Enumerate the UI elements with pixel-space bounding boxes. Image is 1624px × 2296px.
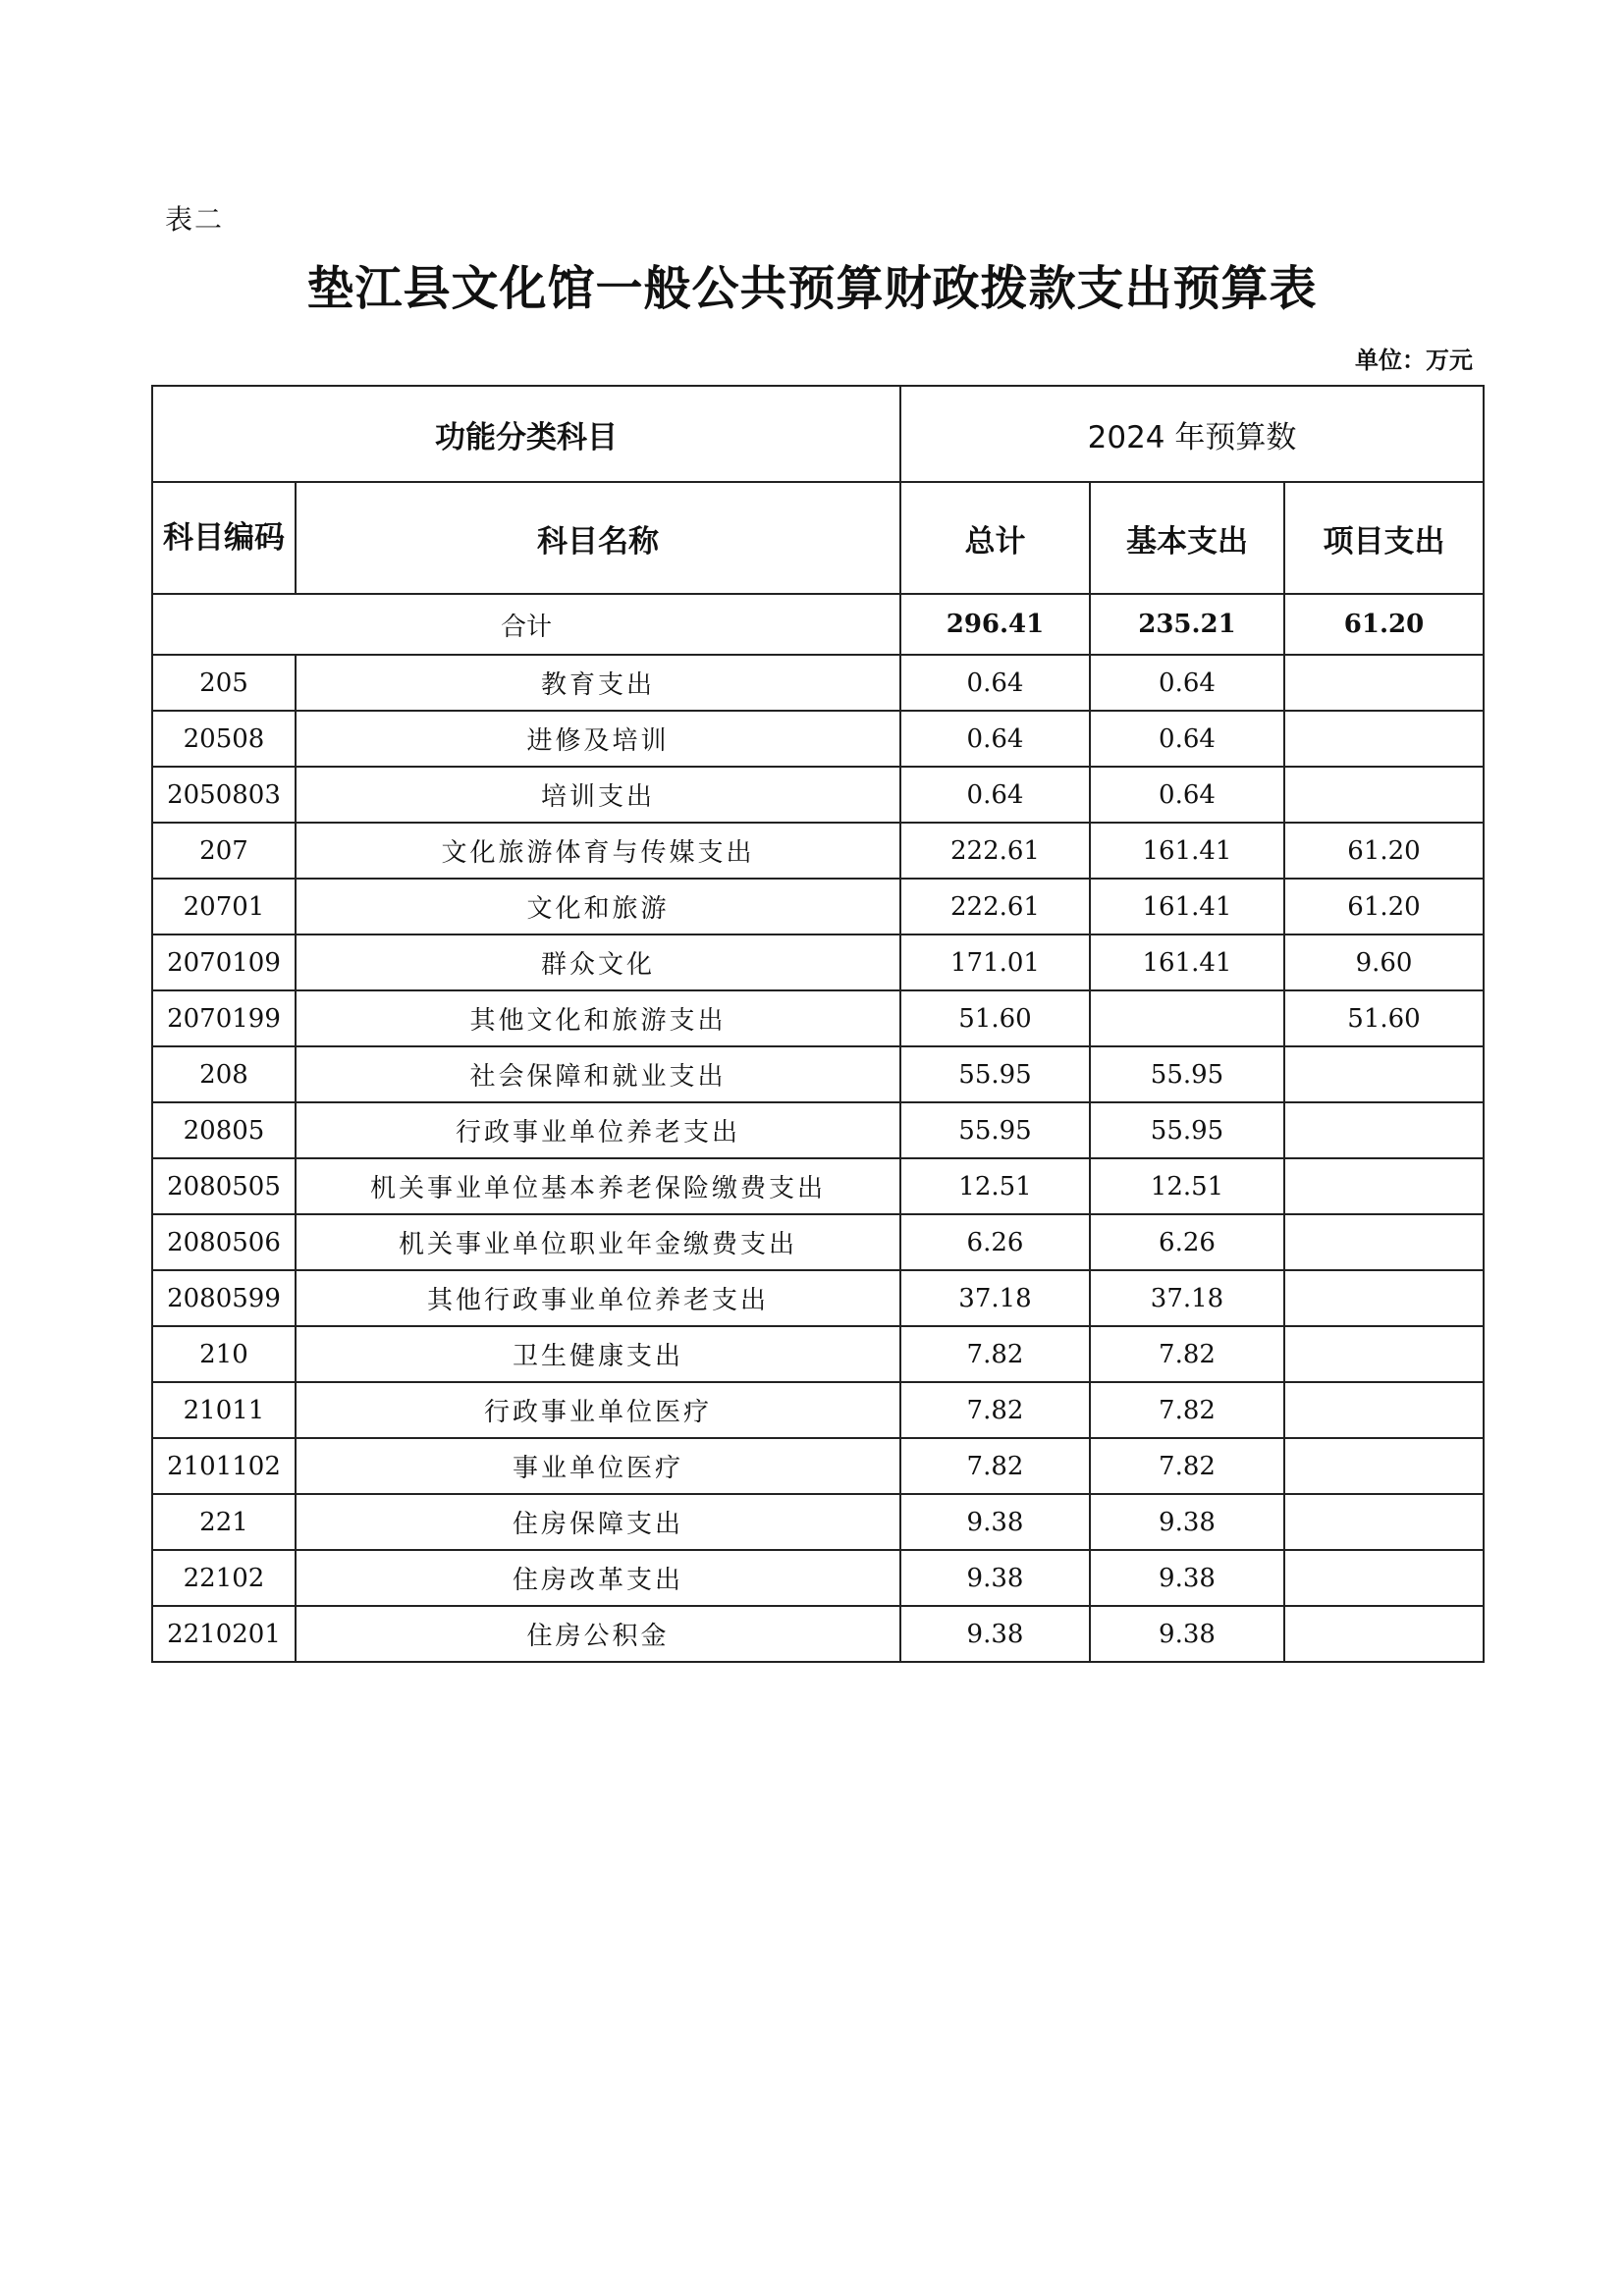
budget-table [151, 385, 1485, 1663]
row-total: 0.64 [900, 711, 1090, 767]
row-project [1284, 1494, 1484, 1550]
row-basic: 12.51 [1090, 1158, 1284, 1214]
row-project [1284, 1270, 1484, 1326]
header-project: 项目支出 [1284, 482, 1484, 594]
table-row [152, 1606, 1484, 1662]
row-total: 9.38 [900, 1494, 1090, 1550]
row-code: 207 [152, 823, 296, 879]
row-basic: 7.82 [1090, 1326, 1284, 1382]
header-name: 科目名称 [296, 482, 900, 594]
row-name: 行政事业单位医疗 [296, 1382, 900, 1438]
row-name: 行政事业单位养老支出 [296, 1102, 900, 1158]
row-name: 培训支出 [296, 767, 900, 823]
row-project [1284, 1326, 1484, 1382]
row-code: 2050803 [152, 767, 296, 823]
row-code: 20701 [152, 879, 296, 934]
summary-basic: 235.21 [1090, 594, 1284, 655]
table-row [152, 934, 1484, 990]
row-total: 51.60 [900, 990, 1090, 1046]
table-body [152, 655, 1484, 1662]
row-project: 51.60 [1284, 990, 1484, 1046]
row-name: 其他行政事业单位养老支出 [296, 1270, 900, 1326]
row-project [1284, 1102, 1484, 1158]
row-code: 2080599 [152, 1270, 296, 1326]
row-code: 2070199 [152, 990, 296, 1046]
row-total: 12.51 [900, 1158, 1090, 1214]
row-basic: 37.18 [1090, 1270, 1284, 1326]
table-row [152, 990, 1484, 1046]
row-name: 文化旅游体育与传媒支出 [296, 823, 900, 879]
row-total: 0.64 [900, 655, 1090, 711]
row-total: 7.82 [900, 1438, 1090, 1494]
table-row [152, 1438, 1484, 1494]
table-row [152, 1550, 1484, 1606]
row-name: 社会保障和就业支出 [296, 1046, 900, 1102]
row-project [1284, 1382, 1484, 1438]
row-name: 事业单位医疗 [296, 1438, 900, 1494]
row-total: 55.95 [900, 1102, 1090, 1158]
row-project: 9.60 [1284, 934, 1484, 990]
row-code: 21011 [152, 1382, 296, 1438]
row-name: 进修及培训 [296, 711, 900, 767]
row-project [1284, 711, 1484, 767]
header-functional-category: 功能分类科目 [152, 386, 900, 482]
table-row [152, 1326, 1484, 1382]
row-total: 7.82 [900, 1382, 1090, 1438]
row-project [1284, 767, 1484, 823]
row-basic: 0.64 [1090, 767, 1284, 823]
row-basic: 9.38 [1090, 1550, 1284, 1606]
row-basic: 6.26 [1090, 1214, 1284, 1270]
row-name: 住房公积金 [296, 1606, 900, 1662]
table-row [152, 1494, 1484, 1550]
row-total: 55.95 [900, 1046, 1090, 1102]
row-code: 22102 [152, 1550, 296, 1606]
row-code: 208 [152, 1046, 296, 1102]
table-row [152, 1214, 1484, 1270]
table-row [152, 1158, 1484, 1214]
row-name: 其他文化和旅游支出 [296, 990, 900, 1046]
row-basic: 9.38 [1090, 1606, 1284, 1662]
table-row [152, 1046, 1484, 1102]
unit-label: 单位：万元 [1355, 347, 1473, 374]
row-name: 住房改革支出 [296, 1550, 900, 1606]
row-name: 教育支出 [296, 655, 900, 711]
header-row-1 [152, 386, 1484, 482]
row-code: 221 [152, 1494, 296, 1550]
row-project [1284, 1158, 1484, 1214]
table-row [152, 1102, 1484, 1158]
row-code: 2101102 [152, 1438, 296, 1494]
row-basic: 161.41 [1090, 879, 1284, 934]
row-total: 7.82 [900, 1326, 1090, 1382]
row-total: 9.38 [900, 1550, 1090, 1606]
table-row [152, 879, 1484, 934]
header-budget-year: 2024 年预算数 [900, 386, 1484, 482]
row-total: 6.26 [900, 1214, 1090, 1270]
row-basic: 9.38 [1090, 1494, 1284, 1550]
row-project [1284, 655, 1484, 711]
row-basic: 7.82 [1090, 1382, 1284, 1438]
row-code: 20508 [152, 711, 296, 767]
row-basic: 0.64 [1090, 655, 1284, 711]
table-row [152, 1382, 1484, 1438]
row-total: 9.38 [900, 1606, 1090, 1662]
row-name: 文化和旅游 [296, 879, 900, 934]
table-row [152, 1270, 1484, 1326]
row-code: 205 [152, 655, 296, 711]
row-total: 37.18 [900, 1270, 1090, 1326]
table-row [152, 823, 1484, 879]
row-name: 机关事业单位职业年金缴费支出 [296, 1214, 900, 1270]
table-row [152, 767, 1484, 823]
table-row [152, 655, 1484, 711]
row-total: 171.01 [900, 934, 1090, 990]
row-project: 61.20 [1284, 823, 1484, 879]
summary-label: 合计 [152, 594, 900, 655]
row-project [1284, 1550, 1484, 1606]
row-basic: 0.64 [1090, 711, 1284, 767]
row-project [1284, 1214, 1484, 1270]
header-basic: 基本支出 [1090, 482, 1284, 594]
row-project [1284, 1046, 1484, 1102]
row-total: 0.64 [900, 767, 1090, 823]
row-project [1284, 1606, 1484, 1662]
row-name: 群众文化 [296, 934, 900, 990]
summary-project: 61.20 [1284, 594, 1484, 655]
header-row-2 [152, 482, 1484, 594]
row-basic: 55.95 [1090, 1046, 1284, 1102]
row-total: 222.61 [900, 879, 1090, 934]
row-code: 2210201 [152, 1606, 296, 1662]
row-basic [1090, 990, 1284, 1046]
row-name: 机关事业单位基本养老保险缴费支出 [296, 1158, 900, 1214]
header-total: 总计 [900, 482, 1090, 594]
row-code: 2080505 [152, 1158, 296, 1214]
header-code: 科目编码 [152, 482, 296, 594]
row-project [1284, 1438, 1484, 1494]
row-name: 卫生健康支出 [296, 1326, 900, 1382]
row-code: 2080506 [152, 1214, 296, 1270]
row-basic: 161.41 [1090, 823, 1284, 879]
page-title: 垫江县文化馆一般公共预算财政拨款支出预算表 [306, 261, 1318, 316]
row-basic: 55.95 [1090, 1102, 1284, 1158]
row-name: 住房保障支出 [296, 1494, 900, 1550]
row-total: 222.61 [900, 823, 1090, 879]
row-basic: 7.82 [1090, 1438, 1284, 1494]
row-project: 61.20 [1284, 879, 1484, 934]
row-code: 20805 [152, 1102, 296, 1158]
row-basic: 161.41 [1090, 934, 1284, 990]
table-label: 表二 [165, 203, 225, 236]
row-code: 2070109 [152, 934, 296, 990]
table-row [152, 711, 1484, 767]
summary-total: 296.41 [900, 594, 1090, 655]
row-code: 210 [152, 1326, 296, 1382]
summary-row [152, 594, 1484, 655]
